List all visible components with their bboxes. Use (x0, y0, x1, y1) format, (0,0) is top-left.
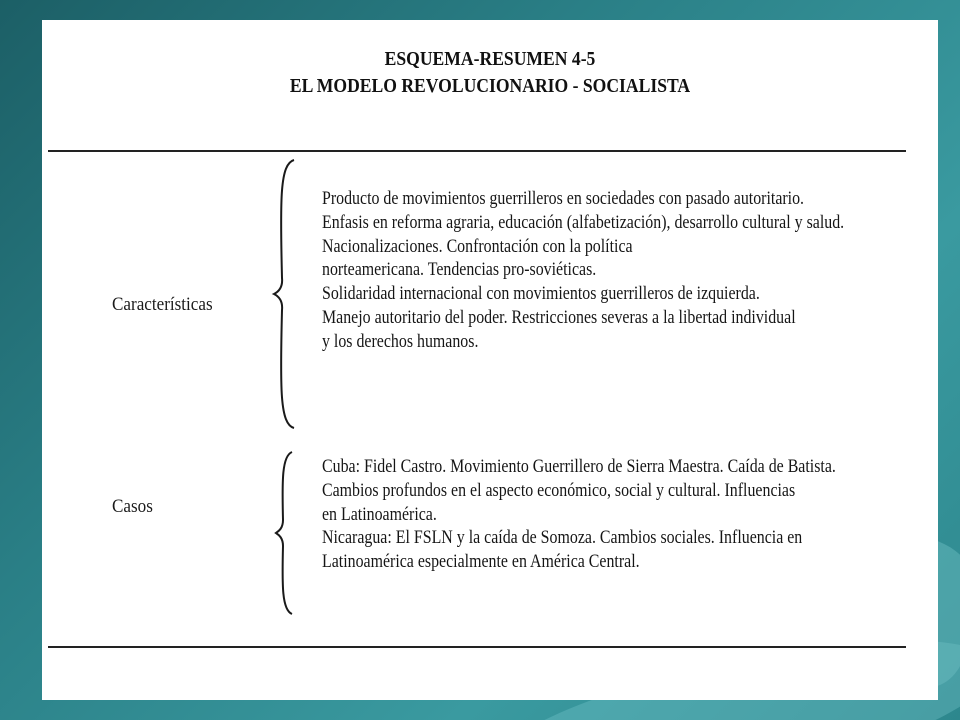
title-line-2: EL MODELO REVOLUCIONARIO - SOCIALISTA (289, 75, 691, 97)
title-line-1: ESQUEMA-RESUMEN 4-5 (384, 48, 596, 70)
top-rule (48, 150, 906, 152)
list-item: Cambios profundos en el aspecto económico, social y cultural. Influencias (322, 480, 796, 501)
list-item: norteamericana. Tendencias pro-soviéticas. (322, 260, 597, 281)
list-item: Manejo autoritario del poder. Restricciones severas a la libertad individual (322, 307, 796, 328)
list-item: en Latinoamérica. (322, 504, 437, 525)
section-label-casos: Casos (112, 496, 153, 517)
list-item: Cuba: Fidel Castro. Movimiento Guerrillero de Sierra Maestra. Caída de Batista. (322, 457, 836, 477)
list-item: Solidaridad internacional con movimientos guerrilleros de izquierda. (322, 284, 760, 305)
list-item: Producto de movimientos guerrilleros en sociedades con pasado autoritario. (322, 189, 805, 209)
bottom-rule (48, 646, 906, 648)
section-label-caracteristicas: Características (112, 294, 213, 315)
casos-list (322, 456, 922, 575)
list-item: Enfasis en reforma agraria, educación (alfabetización), desarrollo cultural y salud. (322, 212, 845, 233)
list-item: Latinoamérica especialmente en América Central. (322, 552, 640, 573)
list-item: y los derechos humanos. (322, 331, 479, 352)
curly-brace-icon (270, 158, 298, 430)
list-item: Nicaragua: El FSLN y la caída de Somoza. Cambios sociales. Influencia en (322, 528, 803, 549)
list-item: Nacionalizaciones. Confrontación con la política (322, 236, 633, 257)
curly-brace-icon (270, 450, 298, 616)
caracteristicas-list (322, 188, 922, 355)
document-page (42, 20, 938, 700)
page-title (96, 46, 884, 100)
